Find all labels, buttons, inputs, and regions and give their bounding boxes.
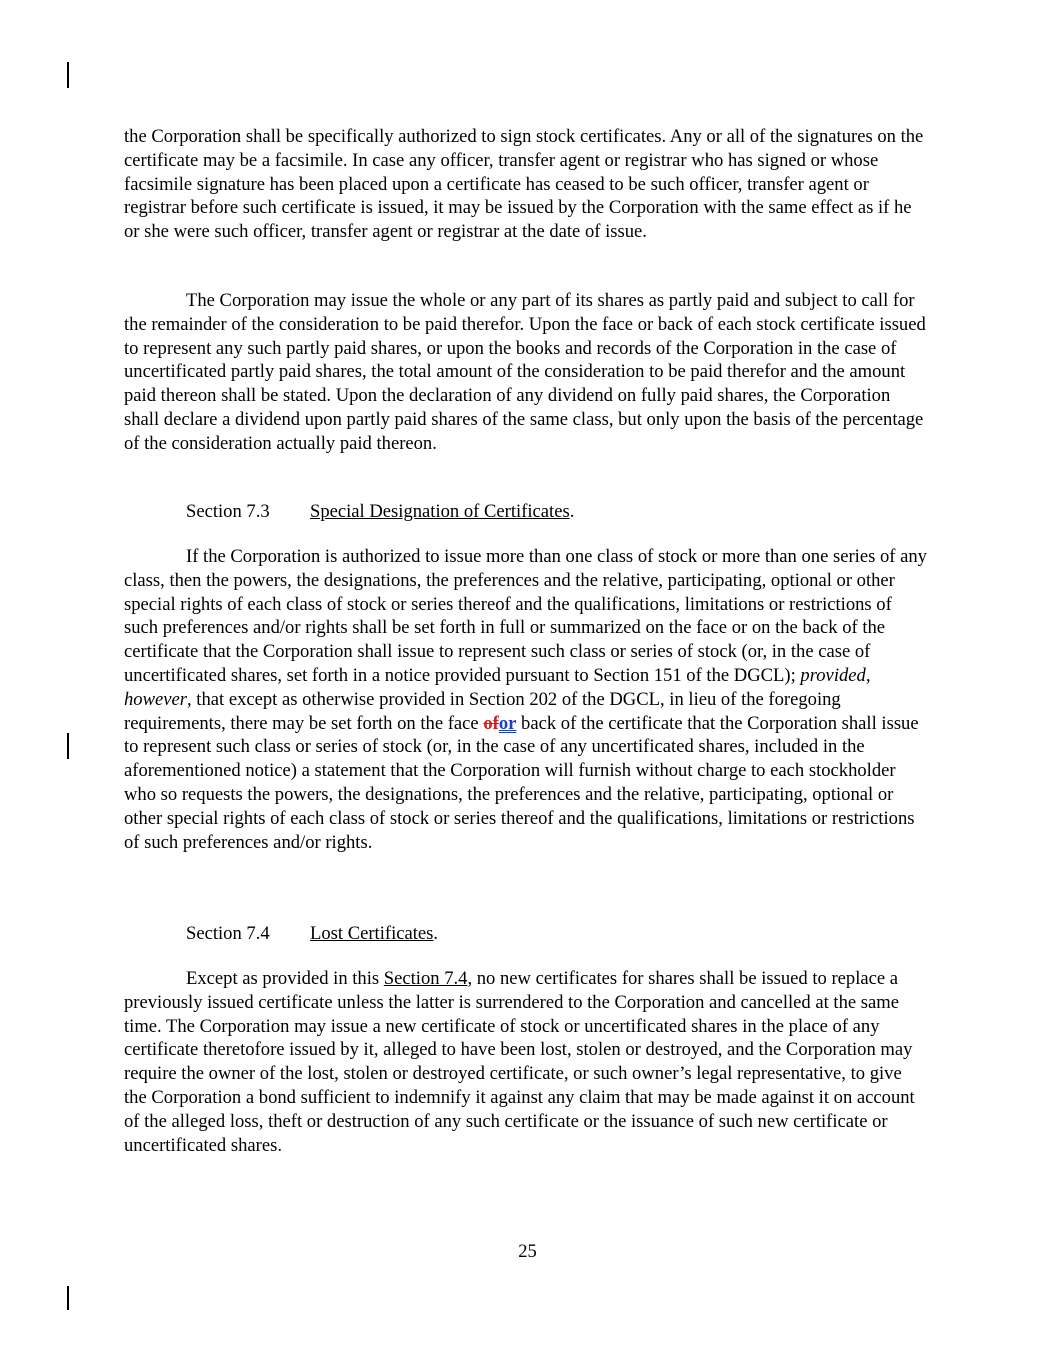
section-number: Section 7.3 [186,501,270,522]
inserted-text: or [498,712,517,734]
change-bar [67,1286,69,1310]
italic-text: provided, however [124,664,871,710]
paragraph-signatures: the Corporation shall be specifically authorized to sign stock certificates. Any or all of the signatures on the certificate may be a facsimile. In case any officer, transfer agent or registrar who has signed or whose facsimile signature has been placed upon a certificate has ceased to be such officer, transfer agent or registrar before such certificate is issued, it may be issued by the Corporation with the same effect as if he or she were such officer, transfer agent or registrar at the date of issue. [124,126,924,243]
paragraph-partly-paid-shares: The Corporation may issue the whole or any part of its shares as partly paid and subject to call for the remainder of the consideration to be paid therefor. Upon the face or back of each stock certificate issued to represent any such partly paid shares, or upon the books and records of the Corporation in the case of uncertificated partly paid shares, the total amount of the consideration to be paid therefor and the amount paid thereon shall be stated. Upon the declaration of any dividend on fully paid shares, the Corporation shall declare a dividend upon partly paid shares of the same class, but only upon the basis of the percentage of the consideration actually paid thereon. [124,290,926,454]
text-run: Except as provided in this [186,968,384,989]
text-run: , that except as otherwise provided in Section 202 of the DGCL, in lieu of the foregoing requirements, there may be set forth on the face [124,688,841,734]
section-title: Special Designation of Certificates [310,501,570,522]
section-heading-7-3 [124,500,991,524]
paragraph-lost-certificates [124,967,929,1157]
change-bar [67,733,69,759]
deleted-text: of [483,712,499,734]
section-cross-reference-link[interactable]: Section 7.4 [383,968,468,989]
page-number: 25 [518,1241,537,1262]
text-run: back of the certificate that the Corporation shall issue to represent such class or series of stock (or, in the case of any uncertificated shares, included in the aforementioned notice) a statement that the Corporation will furnish without charge to each stockholder who so requests the powers, the designations, the preferences and the relative, participating, optional or other special rights of each class of stock or series thereof and the qualifications, limitations or restrictions of such preferences and/or rights. [124,712,919,853]
section-number: Section 7.4 [186,923,270,944]
text-run: If the Corporation is authorized to issue more than one class of stock or more than one series of any class, then the powers, the designations, the preferences and the relative, participating, optional or other special rights of each class of stock or series thereof and the qualifications, limitations or restrictions of such preferences and/or rights shall be set forth in full or summarized on the face or on the back of the certificate that the Corporation shall issue to represent such class or series of stock (or, in the case of uncertificated shares, set forth in a notice provided pursuant to Section 151 of the DGCL); [124,546,927,686]
change-bar [67,62,69,88]
section-period: . [569,501,575,522]
section-heading-7-4 [124,922,991,946]
text-run: , no new certificates for shares shall be issued to replace a previously issued certificate unless the latter is surrendered to the Corporation and cancelled at the same time. The Corporation may issue a new certificate of stock or uncertificated shares in the place of any certificate theretofore issued by it, alleged to have been lost, stolen or destroyed, and the Corporation may require the owner of the lost, stolen or destroyed certificate, or such owner’s legal representative, to give the Corporation a bond sufficient to indemnify it against any claim that may be made against it on account of the alleged loss, theft or destruction of any such certificate or the issuance of such new certificate or uncertificated shares. [124,968,915,1156]
section-period: . [433,923,439,944]
paragraph-special-designation [124,545,929,854]
section-title: Lost Certificates [310,923,434,944]
